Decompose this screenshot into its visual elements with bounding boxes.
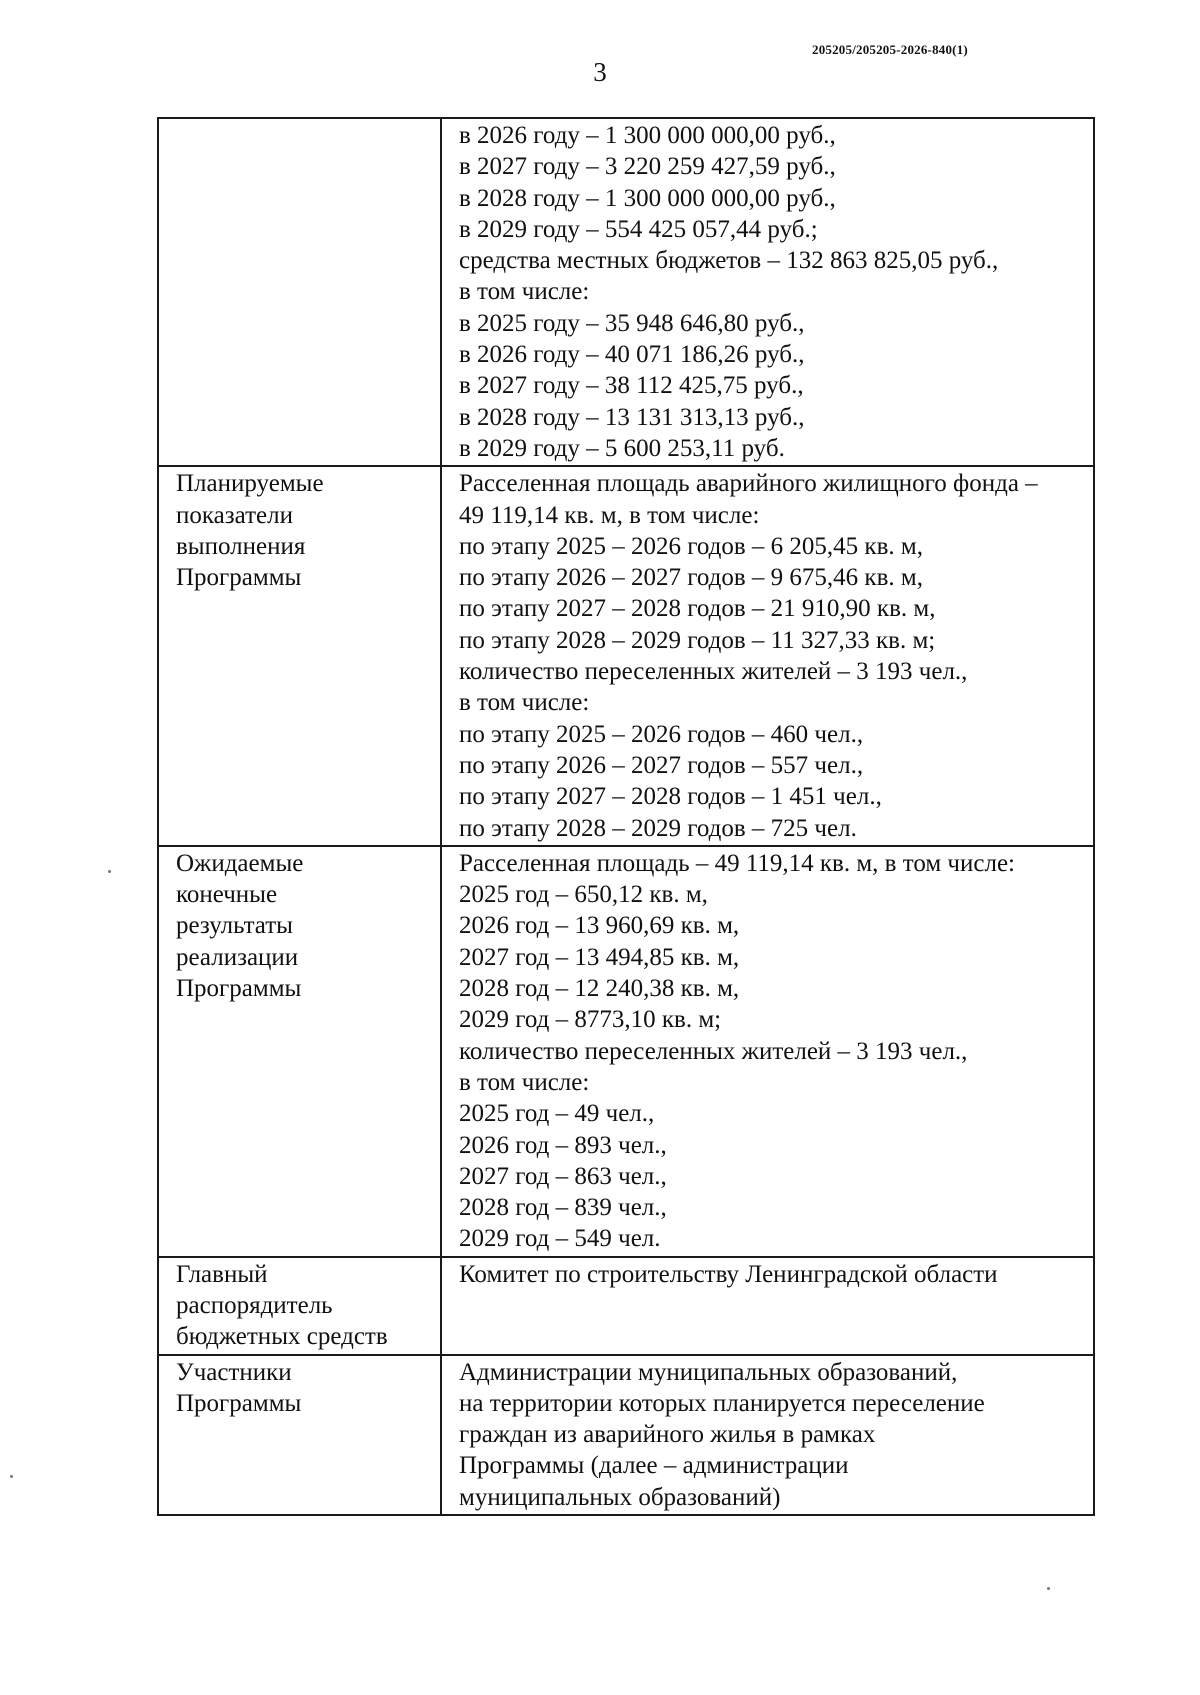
value-line: 49 119,14 кв. м, в том числе: [459, 501, 760, 529]
row-value-cell [441, 846, 1094, 1257]
value-line: 2025 год – 49 чел., [459, 1100, 655, 1128]
value-line: средства местных бюджетов – 132 863 825,05 руб., [459, 247, 999, 275]
row-label-cell [158, 1355, 441, 1515]
passport-row [158, 118, 1094, 466]
value-line: в том числе: [459, 1068, 590, 1096]
label-line: бюджетных средств [176, 1323, 388, 1351]
row-label-cell [158, 466, 441, 846]
value-line: 2029 год – 549 чел. [459, 1225, 661, 1253]
value-line: в том числе: [459, 278, 590, 306]
scan-speck [108, 870, 111, 873]
value-line: в 2027 году – 38 112 425,75 руб., [459, 372, 804, 400]
value-line: в 2026 году – 1 300 000 000,00 руб., [459, 122, 836, 149]
label-line: Главный [176, 1260, 268, 1288]
label-line: Программы [176, 1389, 302, 1417]
value-line: 2027 год – 13 494,85 кв. м, [459, 943, 740, 971]
label-line: выполнения [176, 532, 306, 560]
value-line: 2026 год – 893 чел., [459, 1131, 667, 1159]
row-label-cell [158, 846, 441, 1257]
value-line: по этапу 2025 – 2026 годов – 6 205,45 кв. м, [459, 532, 923, 560]
passport-row [158, 466, 1094, 846]
value-line: Администрации муниципальных образований, [459, 1358, 958, 1386]
value-line: в 2027 году – 3 220 259 427,59 руб., [459, 153, 836, 181]
value-line: в 2029 году – 554 425 057,44 руб.; [459, 215, 818, 243]
scan-speck [10, 1475, 13, 1478]
value-line: Расселенная площадь – 49 119,14 кв. м, в том числе: [459, 849, 1015, 877]
row-label-cell [158, 118, 441, 466]
passport-row [158, 846, 1094, 1257]
label-line: результаты [176, 912, 293, 940]
value-line: на территории которых планируется переселение [459, 1389, 985, 1417]
value-line: количество переселенных жителей – 3 193 чел., [459, 1037, 968, 1065]
label-line: Планируемые [176, 470, 324, 498]
label-line: показатели [176, 501, 293, 529]
value-line: в 2029 году – 5 600 253,11 руб. [459, 434, 785, 462]
passport-row [158, 1257, 1094, 1355]
program-passport-table [157, 117, 1095, 1516]
label-line: реализации [176, 943, 299, 971]
value-line: по этапу 2028 – 2029 годов – 725 чел. [459, 814, 857, 842]
value-line: по этапу 2028 – 2029 годов – 11 327,33 кв. м; [459, 626, 936, 654]
value-line: по этапу 2026 – 2027 годов – 557 чел., [459, 751, 864, 779]
value-line: 2028 год – 839 чел., [459, 1194, 667, 1222]
label-line: распорядитель [176, 1291, 333, 1319]
row-value-cell [441, 1355, 1094, 1515]
value-line: Расселенная площадь аварийного жилищного фонда – [459, 470, 1038, 498]
page-number: 3 [593, 57, 607, 87]
value-line: количество переселенных жителей – 3 193 чел., [459, 658, 968, 686]
value-line: в 2028 году – 1 300 000 000,00 руб., [459, 184, 836, 212]
row-value-cell [441, 118, 1094, 466]
value-line: муниципальных образований) [459, 1483, 781, 1511]
scan-speck [1047, 1587, 1050, 1590]
value-line: по этапу 2027 – 2028 годов – 21 910,90 кв. м, [459, 595, 936, 623]
value-line: по этапу 2025 – 2026 годов – 460 чел., [459, 720, 864, 748]
value-line: в 2026 году – 40 071 186,26 руб., [459, 341, 805, 369]
label-line: Программы [176, 975, 302, 1003]
value-line: по этапу 2026 – 2027 годов – 9 675,46 кв. м, [459, 564, 923, 592]
label-line: Ожидаемые [176, 849, 304, 877]
label-line: Участники [176, 1358, 292, 1386]
value-line: в 2028 году – 13 131 313,13 руб., [459, 403, 805, 431]
value-line: 2027 год – 863 чел., [459, 1162, 667, 1190]
row-label-cell [158, 1257, 441, 1355]
row-value-cell [441, 466, 1094, 846]
label-line: Программы [176, 564, 302, 592]
value-line: 2029 год – 8773,10 кв. м; [459, 1006, 722, 1034]
value-line: 2026 год – 13 960,69 кв. м, [459, 912, 740, 940]
label-line: конечные [176, 881, 278, 909]
document-code: 205205/205205-2026-840(1) [812, 42, 968, 57]
value-line: по этапу 2027 – 2028 годов – 1 451 чел., [459, 783, 882, 811]
passport-row [158, 1355, 1094, 1515]
value-line: в том числе: [459, 689, 590, 717]
row-value-cell [441, 1257, 1094, 1355]
value-line: граждан из аварийного жилья в рамках [459, 1421, 876, 1449]
value-line: Программы (далее – администрации [459, 1452, 849, 1480]
value-line: 2028 год – 12 240,38 кв. м, [459, 975, 740, 1003]
value-line: в 2025 году – 35 948 646,80 руб., [459, 309, 805, 337]
value-line: Комитет по строительству Ленинградской области [459, 1260, 998, 1288]
value-line: 2025 год – 650,12 кв. м, [459, 881, 708, 909]
